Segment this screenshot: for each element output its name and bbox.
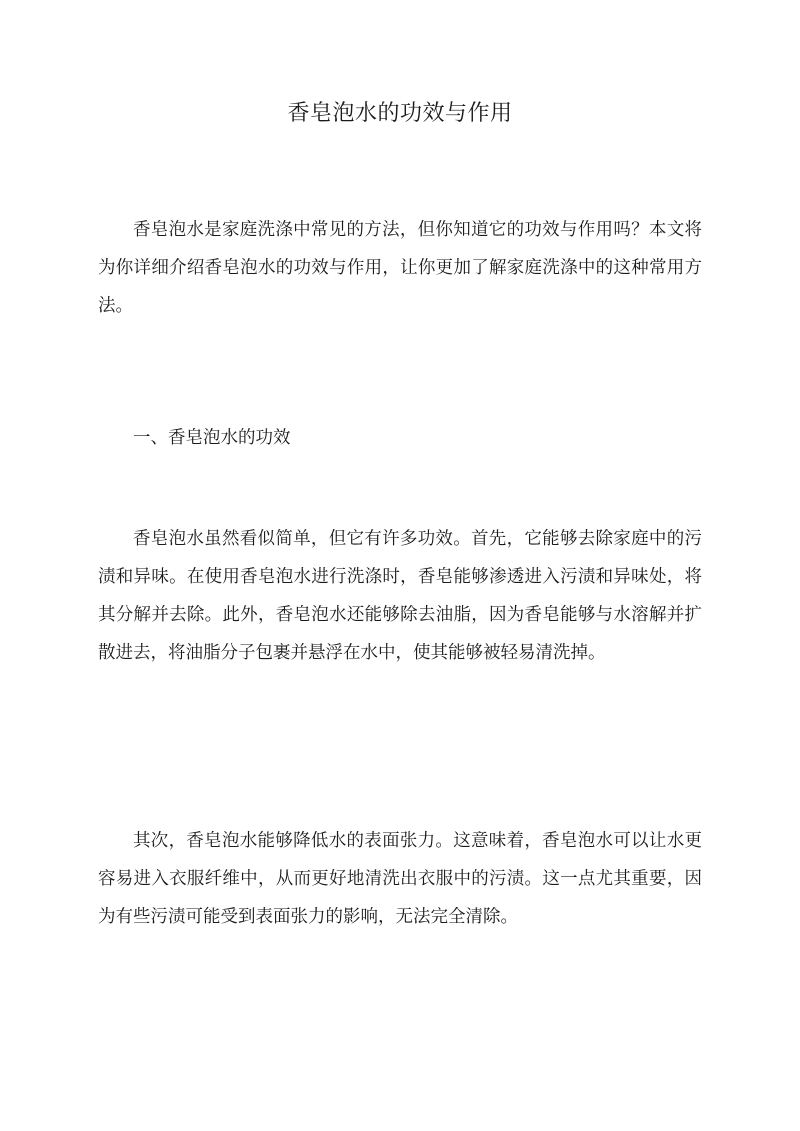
section-heading: 一、香皂泡水的功效: [133, 428, 291, 448]
intro-paragraph: 香皂泡水是家庭洗涤中常见的方法，但你知道它的功效与作用吗？本文将为你详细介绍香皂泡水的功效与作用，让你更加了解家庭洗涤中的这种常用方法。: [98, 220, 702, 316]
document-title: 香皂泡水的功效与作用: [287, 101, 513, 126]
body-paragraph-2: 其次，香皂泡水能够降低水的表面张力。这意味着，香皂泡水可以让水更容易进入衣服纤维中，从而更好地清洗出衣服中的污渍。这一点尤其重要，因为有些污渍可能受到表面张力的影响，无法完全清除。: [98, 831, 702, 927]
body-paragraph-1: 香皂泡水虽然看似简单，但它有许多功效。首先，它能够去除家庭中的污渍和异味。在使用香皂泡水进行洗涤时，香皂能够渗透进入污渍和异味处，将其分解并去除。此外，香皂泡水还能够除去油脂，因为香皂能够与水溶解并扩散进去，将油脂分子包裹并悬浮在水中，使其能够被轻易清洗掉。: [98, 529, 702, 663]
